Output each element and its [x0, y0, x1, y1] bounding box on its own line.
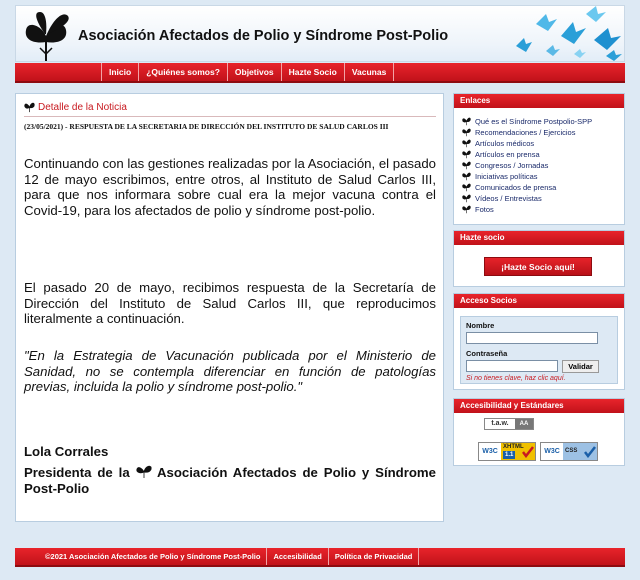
css-text: CSS [565, 448, 578, 454]
link-label[interactable]: Qué es el Síndrome Postpolio-SPP [475, 117, 593, 126]
login-form [460, 316, 618, 384]
hazte-socio-box [453, 230, 625, 287]
w3c-xhtml-badge[interactable] [478, 442, 536, 461]
nombre-label: Nombre [466, 321, 495, 330]
member-login-title: Acceso Socios [454, 294, 624, 308]
article-quote: "En la Estrategia de Vacunación publicada por el Ministerio de Sanidad, no se contempla diferenciar en función de patologías previas, incluida la polio y síndrome post-polio." [24, 348, 436, 394]
nav-inicio[interactable]: Inicio [101, 63, 139, 81]
accessibility-box [453, 398, 625, 466]
link-label[interactable]: Artículos en prensa [475, 150, 540, 159]
link-item[interactable] [462, 116, 624, 127]
main-navigation [15, 63, 625, 83]
link-item[interactable] [462, 171, 624, 182]
link-label[interactable]: Comunicados de prensa [475, 183, 557, 192]
taw-badge[interactable] [484, 418, 534, 430]
nav-vacunas[interactable]: Vacunas [344, 63, 395, 81]
butterfly-icon [462, 117, 471, 126]
site-footer [15, 548, 625, 567]
butterflies-decoration [506, 6, 624, 62]
site-title: Asociación Afectados de Polio y Síndrome Post-Polio [78, 28, 449, 44]
links-title: Enlaces [454, 94, 624, 108]
news-section-title: Detalle de la Noticia [38, 102, 127, 113]
w3c-label: W3C [541, 443, 563, 460]
taw-level: AA [515, 419, 533, 429]
link-label[interactable]: Fotos [475, 205, 494, 214]
link-label[interactable]: Congresos / Jornadas [475, 161, 549, 170]
link-label[interactable]: Artículos médicos [475, 139, 535, 148]
butterfly-icon [136, 465, 152, 479]
signature-role-prefix: Presidenta de la [24, 465, 130, 480]
link-item[interactable] [462, 160, 624, 171]
links-list [462, 116, 624, 215]
hazte-socio-button[interactable]: ¡Hazte Socio aquí! [484, 257, 592, 276]
member-login-box [453, 293, 625, 390]
taw-label: t.a.w. [491, 420, 509, 427]
link-item[interactable] [462, 149, 624, 160]
butterfly-icon [462, 194, 471, 203]
password-label: Contraseña [466, 349, 508, 358]
butterfly-icon [462, 150, 471, 159]
checkmark-icon [584, 446, 596, 458]
article-meta: (23/05/2021) - RESPUESTA DE LA SECRETARIA DE DIRECCIÓN DEL INSTITUTO DE SALUD CARLOS III [24, 122, 389, 131]
nav-quienes-somos[interactable]: ¿Quiénes somos? [138, 63, 228, 81]
butterfly-icon [462, 139, 471, 148]
butterfly-icon [462, 205, 471, 214]
xhtml-version: 1.1 [505, 452, 514, 458]
w3c-css-badge[interactable] [540, 442, 598, 461]
link-label[interactable]: Iniciativas políticas [475, 172, 538, 181]
link-item[interactable] [462, 182, 624, 193]
divider [24, 116, 436, 117]
signature-name: Lola Corrales [24, 444, 109, 459]
link-item[interactable] [462, 127, 624, 138]
nav-objetivos[interactable]: Objetivos [227, 63, 282, 81]
links-box [453, 93, 625, 225]
checkmark-icon [522, 446, 534, 458]
butterfly-icon [24, 102, 35, 113]
nav-hazte-socio[interactable]: Hazte Socio [281, 63, 345, 81]
butterfly-icon [462, 183, 471, 192]
password-input[interactable] [466, 360, 558, 372]
butterfly-icon [462, 172, 471, 181]
signature-role-org: Asociación Afectados de Polio y Síndrome Post-Polio [24, 465, 436, 496]
w3c-label: W3C [479, 443, 501, 460]
forgot-password-link[interactable]: Si no tienes clave, haz clic aquí. [466, 375, 566, 382]
link-item[interactable] [462, 193, 624, 204]
butterfly-icon [462, 161, 471, 170]
css-label [563, 443, 597, 460]
link-item[interactable] [462, 204, 624, 215]
signature-role [24, 465, 436, 497]
validar-button[interactable]: Validar [562, 360, 599, 373]
butterfly-icon [462, 128, 471, 137]
article-paragraph-1: Continuando con las gestiones realizadas por la Asociación, el pasado 12 de mayo escribimos, entre otros, al Instituto de Salud Carlos III, para que nos informara sobre cual era la mejor vacuna contra el Covid-19, para los afectados de polio y síndrome post-polio. [24, 156, 437, 218]
link-item[interactable] [462, 138, 624, 149]
hazte-socio-title: Hazte socio [454, 231, 624, 245]
xhtml-text: XHTML [503, 444, 524, 450]
article-paragraph-2: El pasado 20 de mayo, recibimos respuesta de la Secretaría de Dirección del Instituto de Salud Carlos III, que reproducimos literalmente a continuación. [24, 280, 436, 326]
news-header [24, 102, 127, 113]
nombre-input[interactable] [466, 332, 598, 344]
accessibility-title: Accesibilidad y Estándares [454, 399, 624, 413]
butterfly-tree-logo[interactable] [18, 10, 74, 62]
xhtml-label [501, 443, 535, 460]
article-panel [15, 93, 444, 522]
link-label[interactable]: Recomendaciones / Ejercicios [475, 128, 576, 137]
footer-copyright: ©2021 Asociación Afectados de Polio y Síndrome Post-Polio [39, 548, 267, 565]
footer-privacy-link[interactable]: Política de Privacidad [329, 548, 420, 565]
footer-accesibilidad-link[interactable]: Accesibilidad [267, 548, 328, 565]
link-label[interactable]: Vídeos / Entrevistas [475, 194, 542, 203]
site-header [15, 5, 625, 62]
